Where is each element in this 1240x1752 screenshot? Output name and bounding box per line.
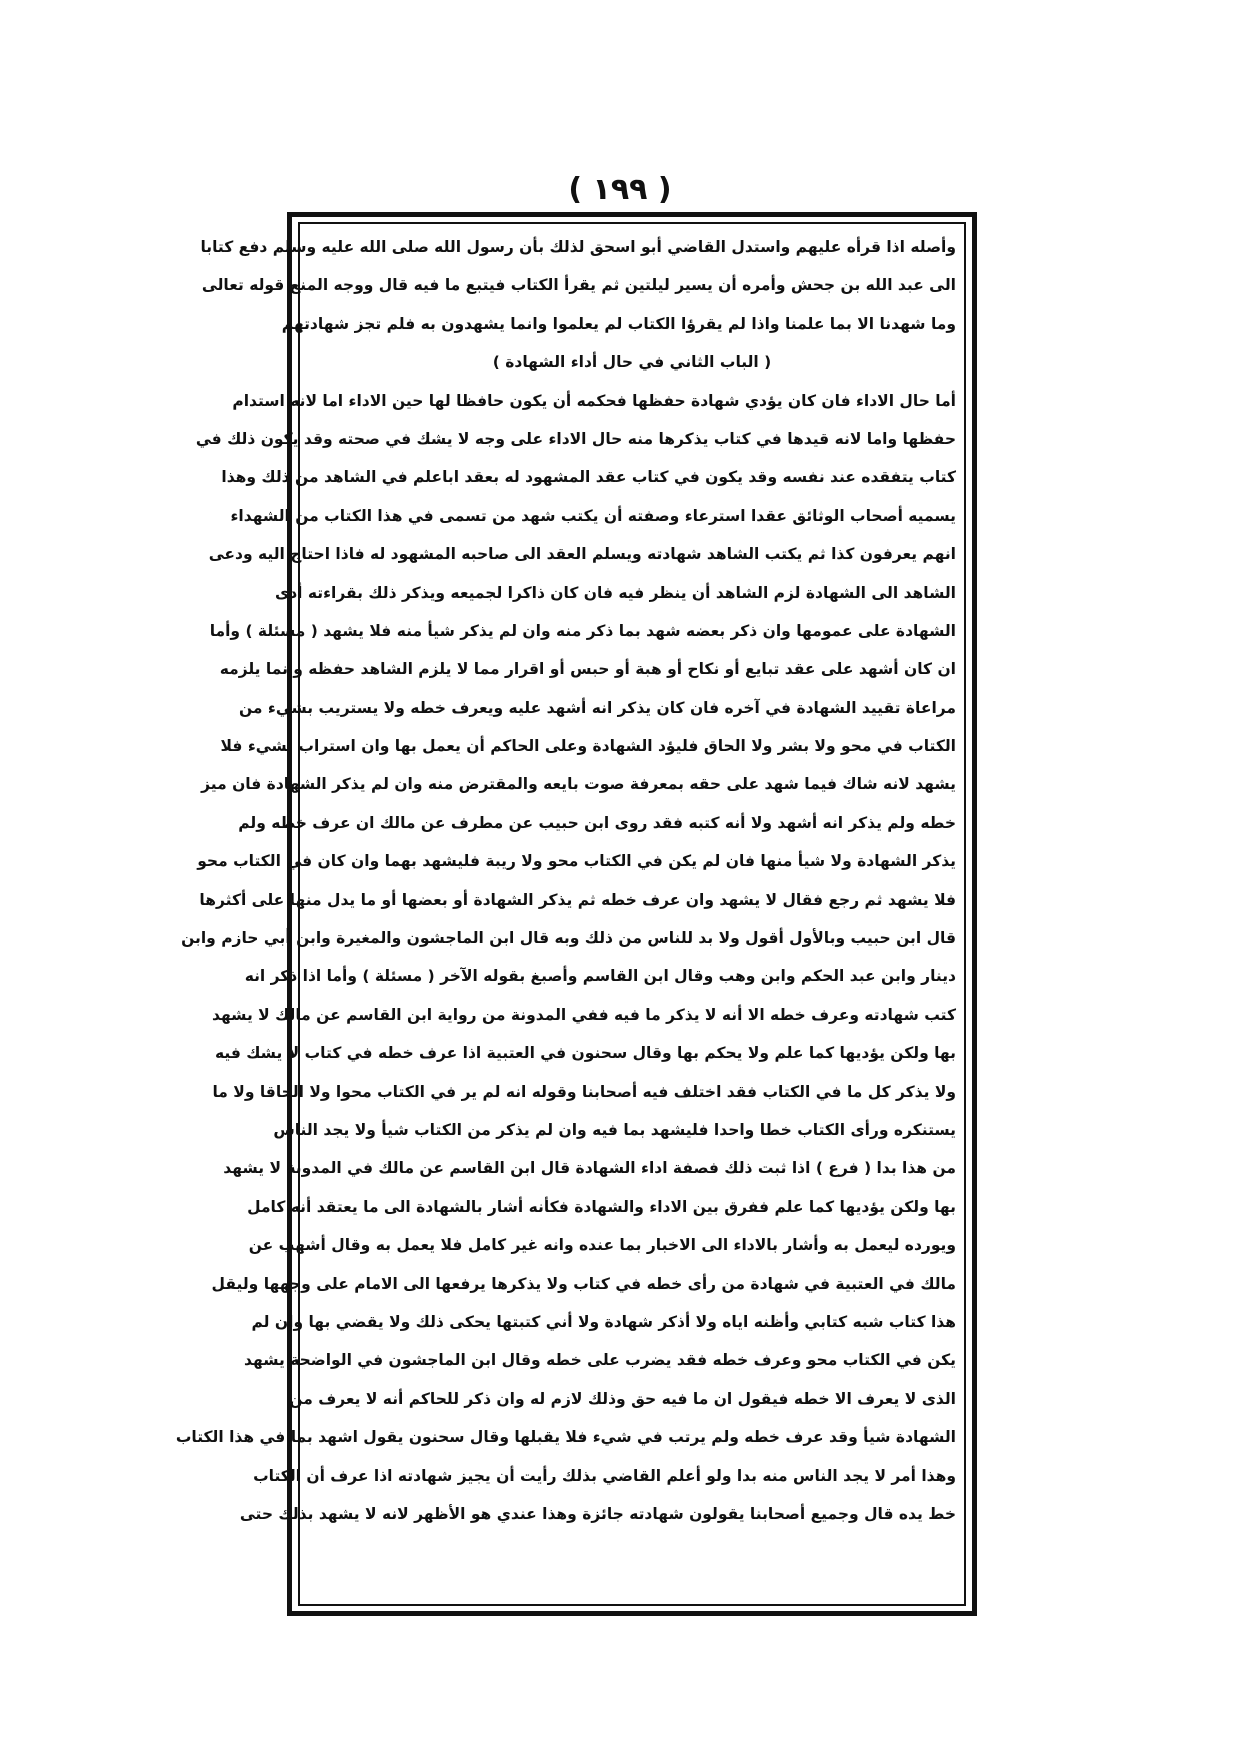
text-line: حفظها واما لانه قيدها في كتاب يذكرها منه حال الاداء على وجه لا يشك في صحته وقد يكون ذلك في: [195, 429, 956, 448]
text-line: خطه ولم يذكر انه أشهد ولا أنه كتبه فقد روى ابن حبيب عن مطرف عن مالك ان عرف خطه ولم: [238, 813, 956, 832]
text-line: دينار وابن عبد الحكم وابن وهب وقال ابن القاسم وأصبغ بقوله الآخر ( مسئلة ) وأما اذا ذكر انه: [244, 967, 956, 986]
text-line: يذكر الشهادة ولا شيأ منها فان لم يكن في الكتاب محو ولا ريبة فليشهد بهما وان كان في الكتاب محو: [197, 852, 956, 871]
text-line: بها ولكن يؤديها كما علم ولا يحكم بها وقال سحنون في العتبية اذا عرف خطه في كتاب لا يشك فيه: [214, 1044, 956, 1063]
text-line: ولا يذكر كل ما في الكتاب فقد اختلف فيه أصحابنا وقوله انه لم ير في الكتاب محوا ولا الحاقا ولا ما: [212, 1082, 956, 1101]
section-heading: ( الباب الثاني في حال أداء الشهادة ): [492, 353, 772, 372]
text-line: كتاب يتفقده عند نفسه وقد يكون في كتاب عقد المشهود له بعقد اباعلم في الشاهد من ذلك وهذا: [221, 468, 956, 487]
text-line: بها ولكن يؤديها كما علم ففرق بين الاداء والشهادة فكأنه أشار بالشهادة الى ما يعتقد أنه كامل: [247, 1197, 956, 1216]
text-line: ويورده ليعمل به وأشار بالاداء الى الاخبار بما عنده وانه غير كامل فلا يعمل به وقال أشهب عن: [248, 1236, 956, 1255]
text-line: يشهد لانه شاك فيما شهد على حقه بمعرفة صوت بايعه والمقترض منه وان لم يذكر الشهادة فان ميز: [201, 775, 956, 794]
text-line: هذا كتاب شبه كتابي وأظنه اياه ولا أذكر شهادة ولا أني كتبتها يحكى ذلك ولا يقضي بها وان لم: [251, 1312, 956, 1331]
page-number: ( ١٩٩ ): [568, 172, 672, 207]
text-line: يستنكره ورأى الكتاب خطا واحدا فليشهد بما فيه وان لم يذكر من الكتاب شيأ ولا يجد الناس: [273, 1120, 956, 1139]
text-line: وأصله اذا قرأه علیهم واستدل القاضي أبو اسحق لذلك بأن رسول الله صلى الله علیه وسلم دفع كتابا: [200, 238, 956, 256]
text-line: الشهادة شيأ وقد عرف خطه ولم يرتب في شيء فلا يقبلها وقال سحنون يقول اشهد بما في هذا الكتاب: [175, 1428, 956, 1447]
text-line: الكتاب في محو ولا بشر ولا الحاق فليؤد الشهادة وعلى الحاكم أن يعمل بها وان استراب بشيء فلا: [220, 737, 956, 756]
text-line: انهم يعرفون كذا ثم يكتب الشاهد شهادته ويسلم العقد الى صاحبه المشهود له فاذا احتاج اليه ودعى: [208, 545, 956, 564]
text-line: الشاهد الى الشهادة لزم الشاهد أن ينظر فيه فان كان ذاكرا لجميعه ويذكر ذلك بقراءته أدى: [275, 583, 956, 602]
text-frame: [175, 222, 966, 1606]
text-line: مالك في العتبية في شهادة من رأى خطه في كتاب ولا يذكرها يرفعها الى الامام على وجهها وليقل: [211, 1274, 956, 1293]
text-line: الى عبد الله بن جحش وأمره أن يسير ليلتين ثم يقرأ الكتاب فيتبع ما فيه قال ووجه المنع قوله تعالى: [201, 276, 956, 295]
text-line: كتب شهادته وعرف خطه الا أنه لا يذكر ما فيه ففي المدونة من رواية ابن القاسم عن مالك لا يشهد: [211, 1005, 956, 1024]
text-line: خط يده قال وجميع أصحابنا يقولون شهادته جائزة وهذا عندي هو الأظهر لانه لا يشهد بذلك حتى: [239, 1504, 956, 1523]
text-line: [308, 1533, 956, 1571]
text-line: وما شهدنا الا بما علمنا واذا لم يقرؤا الكتاب لم يعلموا وانما يشهدون به فلم تجز شهادتهم: [281, 314, 956, 333]
arabic-text-body: [175, 228, 956, 1572]
text-line: قال ابن حبيب وبالأول أقول ولا بد للناس من ذلك وبه قال ابن الماجشون والمغيرة وابن أبي حازم وابن: [181, 929, 956, 948]
text-line: وهذا أمر لا يجد الناس منه بدا ولو أعلم القاضي بذلك رأيت أن يجيز شهادته اذا عرف أن الكتاب: [253, 1466, 956, 1485]
text-line: فلا يشهد ثم رجع فقال لا يشهد وان عرف خطه ثم يذكر الشهادة أو بعضها أو ما يدل منها على أكثرها: [199, 890, 956, 909]
text-line: يكن في الكتاب محو وعرف خطه فقد يضرب على خطه وقال ابن الماجشون في الواضحة يشهد: [244, 1351, 956, 1370]
text-line: أما حال الاداء فان كان يؤدي شهادة حفظها فحكمه أن يكون حافظا لها حين الاداء اما لانه استدام: [232, 391, 956, 410]
text-line: يسميه أصحاب الوثائق عقدا استرعاء وصفته أن يكتب شهد من تسمى في هذا الكتاب من الشهداء: [230, 506, 956, 525]
text-line: مراعاة تقييد الشهادة في آخره فان كان يذكر انه أشهد عليه ويعرف خطه ولا يستريب بشيء من: [238, 698, 956, 717]
text-line: الشهادة على عمومها وان ذكر بعضه شهد بما ذكر منه وان لم يذكر شيأ منه فلا يشهد ( مسئلة ) وأما: [209, 621, 956, 640]
text-line: الذى لا يعرف الا خطه فيقول ان ما فيه حق وذلك لازم له وان ذكر للحاكم أنه لا يعرف من: [289, 1389, 956, 1408]
text-line: من هذا بدا ( فرع ) اذا ثبت ذلك فصفة اداء الشهادة قال ابن القاسم عن مالك في المدونة لا يشهد: [223, 1159, 956, 1178]
text-line: ان كان أشهد على عقد تبايع أو نكاح أو هبة أو حبس أو اقرار مما لا يلزم الشاهد حفظه وانما يلزمه: [219, 660, 956, 679]
